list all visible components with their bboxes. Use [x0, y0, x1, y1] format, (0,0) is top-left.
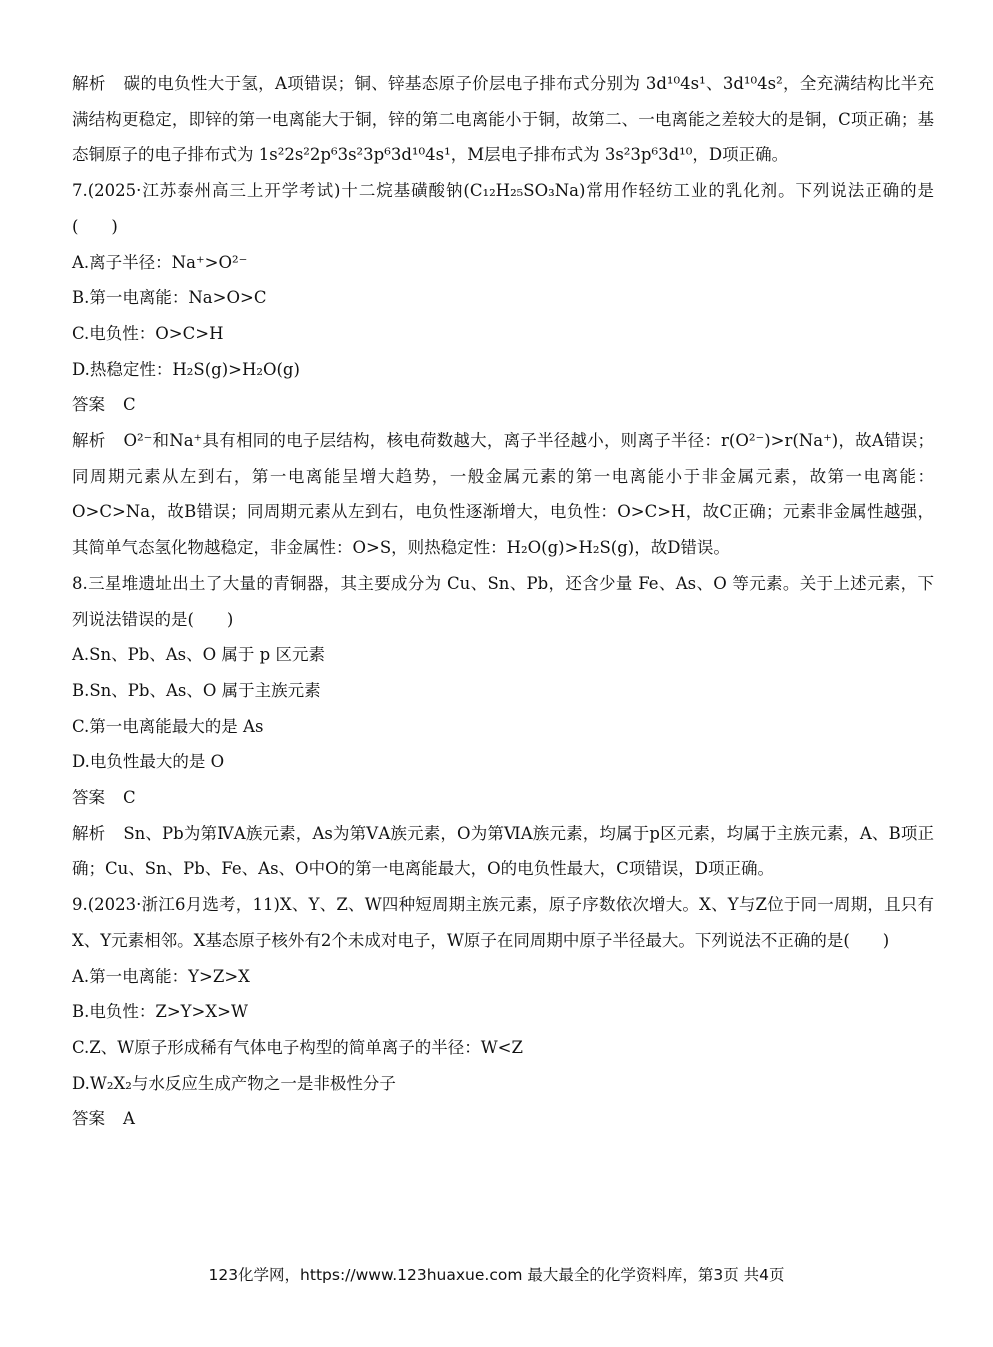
q8-option-a: A.Sn、Pb、As、O 属于 p 区元素 [72, 645, 325, 665]
q8-option-b: B.Sn、Pb、As、O 属于主族元素 [72, 680, 321, 700]
analysis-label: 解析 [72, 74, 106, 93]
q7-analysis [72, 423, 934, 566]
q9-option-a: A.第一电离能：Y>Z>X [72, 966, 250, 986]
q9-stem: 9.(2023·浙江6月选考，11)X、Y、Z、W四种短周期主族元素，原子序数依次增大。X、Y与Z位于同一周期，且只有X、Y元素相邻。X基态原子核外有2个未成对电子，W原子在同周期中原子半径最大。下列说法不正确的是( ) [72, 895, 934, 950]
q8-stem: 8.三星堆遗址出土了大量的青铜器，其主要成分为 Cu、Sn、Pb，还含少量 Fe、As、O 等元素。关于上述元素，下列说法错误的是( ) [72, 573, 934, 629]
q9-answer-value: A [123, 1109, 135, 1129]
q7-answer-value: C [123, 395, 136, 415]
q7-stem: 7.(2025·江苏泰州高三上开学考试)十二烷基磺酸钠(C₁₂H₂₅SO₃Na)常用作轻纺工业的乳化剂。下列说法正确的是( ) [72, 181, 934, 236]
q8-analysis [72, 816, 934, 887]
q7-option-a: A.离子半径：Na⁺>O²⁻ [72, 252, 248, 272]
q7-option-d: D.热稳定性：H₂S(g)>H₂O(g) [72, 359, 300, 379]
q8-answer [72, 780, 934, 816]
q8-option-c: C.第一电离能最大的是 As [72, 716, 264, 736]
document-body [72, 66, 934, 1137]
answer-label: 答案 [72, 395, 105, 415]
q8-option-d: D.电负性最大的是 O [72, 752, 225, 772]
q9-option-b: B.电负性：Z>Y>X>W [72, 1002, 248, 1022]
q9-answer [72, 1101, 934, 1137]
analysis-label: 解析 [72, 431, 106, 451]
q6-analysis [72, 66, 934, 173]
q8-answer-value: C [123, 788, 136, 808]
q6-analysis-text: 碳的电负性大于氢，A项错误；铜、锌基态原子价层电子排布式分别为 3d¹⁰4s¹、3d¹⁰4s²，全充满结构比半充满结构更稳定，即锌的第一电离能大于铜，锌的第二电离能小于铜，故第二、一电离能之差较大的是铜，C项正确；基态铜原子的电子排布式为 1s²2s²2p⁶3s²3p⁶3d¹⁰4s¹，M层电子排布式为 3s²3p⁶3d¹⁰，D项正确。 [72, 74, 935, 165]
q7-option-b: B.第一电离能：Na>O>C [72, 288, 267, 308]
q7-analysis-text: O²⁻和Na⁺具有相同的电子层结构，核电荷数越大，离子半径越小，则离子半径：r(O²⁻)>r(Na⁺)，故A错误；同周期元素从左到右，第一电离能呈增大趋势，一般金属元素的第一电离能小于非金属元素，故第一电离能：O>C>Na，故B错误；同周期元素从左到右，电负性逐渐增大，电负性：O>C>H，故C正确；元素非金属性越强，其简单气态氢化物越稳定，非金属性：O>S，则热稳定性：H₂O(g)>H₂S(g)，故D错误。 [72, 431, 935, 558]
q7-answer [72, 387, 934, 423]
q7-option-c: C.电负性：O>C>H [72, 323, 224, 343]
answer-label: 答案 [72, 788, 105, 808]
page-footer: 123化学网，https://www.123huaxue.com 最大最全的化学资料库，第3页 共4页 [208, 1266, 785, 1284]
q9-option-d: D.W₂X₂与水反应生成产物之一是非极性分子 [72, 1073, 396, 1093]
analysis-label: 解析 [72, 823, 106, 843]
q8-analysis-text: Sn、Pb为第ⅣA族元素，As为第ⅤA族元素，O为第ⅥA族元素，均属于p区元素，均属于主族元素，A、B项正确；Cu、Sn、Pb、Fe、As、O中O的第一电离能最大，O的电负性最大，C项错误，D项正确。 [72, 823, 935, 879]
q9-option-c: C.Z、W原子形成稀有气体电子构型的简单离子的半径：W<Z [72, 1037, 523, 1057]
answer-label: 答案 [72, 1109, 105, 1129]
